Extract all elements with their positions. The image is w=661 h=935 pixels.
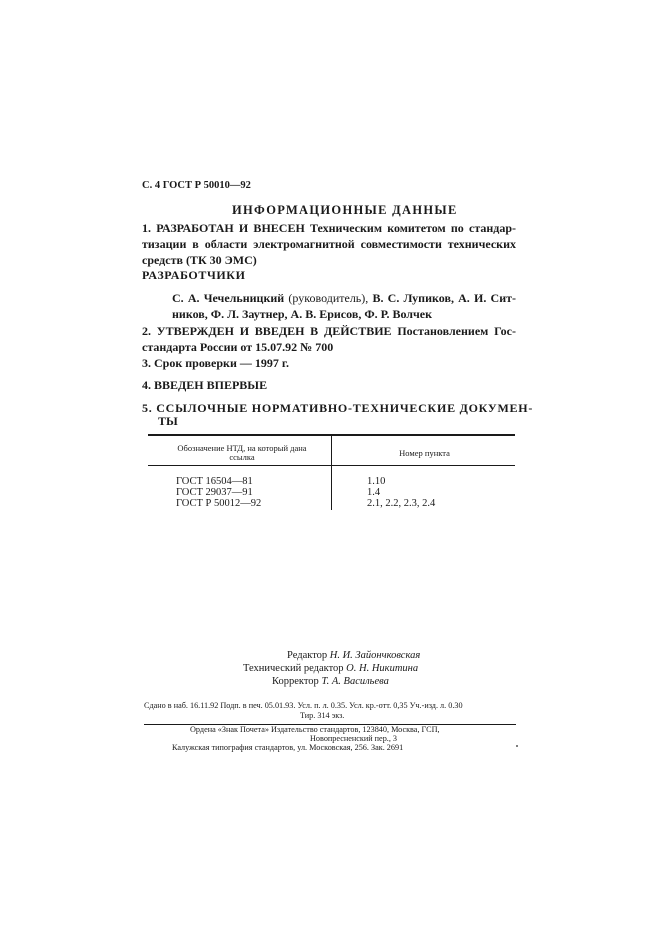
credit-editor bbox=[287, 650, 420, 661]
table-header-divider bbox=[331, 435, 332, 465]
table-col1-header-line1: Обозначение НТД, на который дана bbox=[177, 443, 307, 453]
section-2 bbox=[142, 323, 516, 355]
page-header: С. 4 ГОСТ Р 50010—92 bbox=[142, 180, 251, 191]
credit-tech-editor bbox=[243, 663, 418, 674]
section-3: 3. Срок проверки — 1997 г. bbox=[142, 356, 289, 370]
table-row-2-item: 1.4 bbox=[367, 487, 381, 498]
credit-proofreader-name: Т. А. Васильева bbox=[321, 676, 389, 687]
credit-proofreader bbox=[272, 676, 389, 687]
section-4: 4. ВВЕДЕН ВПЕРВЫЕ bbox=[142, 378, 268, 392]
section-5-line2: ТЫ bbox=[158, 414, 178, 428]
section-1-heading: РАЗРАБОТАН И ВНЕСЕН bbox=[156, 221, 305, 235]
developers-role: (руководитель), bbox=[288, 291, 369, 305]
section-2-text: Постановлением Гос-стандарта России от 15.07.92 № 700 bbox=[142, 324, 517, 354]
table-row-1-doc: ГОСТ 16504—81 bbox=[176, 476, 253, 487]
table-col1-header-line2: ссылка bbox=[229, 452, 255, 462]
imprint-line-1: Сдано в наб. 16.11.92 Подп. в печ. 05.01.93. Усл. п. л. 0.35. Усл. кр.-отт. 0,35 Уч.-изд. л. 0.30 bbox=[144, 701, 463, 710]
imprint-line-3: Ордена «Знак Почета» Издательство стандартов, 123840, Москва, ГСП, bbox=[190, 725, 440, 734]
section-1-text: Техническим комитетом по стандар-тизации в области электромагнитной совместимости технических средств (ТК 30 ЭМС) bbox=[142, 221, 517, 267]
table-col2-header: Номер пункта bbox=[399, 448, 450, 458]
credit-editor-label: Редактор bbox=[287, 650, 328, 661]
table-body-divider bbox=[331, 466, 332, 510]
scan-speck bbox=[516, 745, 518, 747]
table-row-3-doc: ГОСТ Р 50012—92 bbox=[176, 498, 262, 509]
developers-others: В. С. Лупиков, А. И. Сит-ников, Ф. Л. Заутнер, А. В. Ерисов, Ф. Р. Волчек bbox=[172, 291, 517, 321]
table-row-3-item: 2.1, 2.2, 2.3, 2.4 bbox=[367, 498, 436, 509]
developers-list bbox=[172, 290, 516, 322]
developers-heading: РАЗРАБОТЧИКИ bbox=[142, 268, 246, 282]
section-1-number: 1. bbox=[142, 221, 151, 235]
credit-proofreader-label: Корректор bbox=[272, 676, 319, 687]
credit-tech-editor-name: О. Н. Никитина bbox=[346, 663, 419, 674]
section-5-line1: 5. ССЫЛОЧНЫЕ НОРМАТИВНО-ТЕХНИЧЕСКИЕ ДОКУМЕН- bbox=[142, 401, 534, 415]
table-row-1-item: 1.10 bbox=[367, 476, 386, 487]
section-2-heading: УТВЕРЖДЕН И ВВЕДЕН В ДЕЙСТВИЕ bbox=[156, 324, 392, 338]
section-2-number: 2. bbox=[142, 324, 151, 338]
page-title: ИНФОРМАЦИОННЫЕ ДАННЫЕ bbox=[232, 203, 458, 217]
imprint-line-2: Тир. 314 экз. bbox=[300, 711, 345, 720]
imprint-line-4: Новопресненский пер., 3 bbox=[310, 734, 398, 743]
imprint-line-5: Калужская типография стандартов, ул. Московская, 256. Зак. 2691 bbox=[172, 743, 404, 752]
developers-lead: С. А. Чечельницкий bbox=[172, 291, 285, 305]
credit-editor-name: Н. И. Зайончковская bbox=[329, 650, 421, 661]
credit-tech-editor-label: Технический редактор bbox=[243, 663, 344, 674]
section-1 bbox=[142, 220, 516, 268]
table-row-2-doc: ГОСТ 29037—91 bbox=[176, 487, 253, 498]
